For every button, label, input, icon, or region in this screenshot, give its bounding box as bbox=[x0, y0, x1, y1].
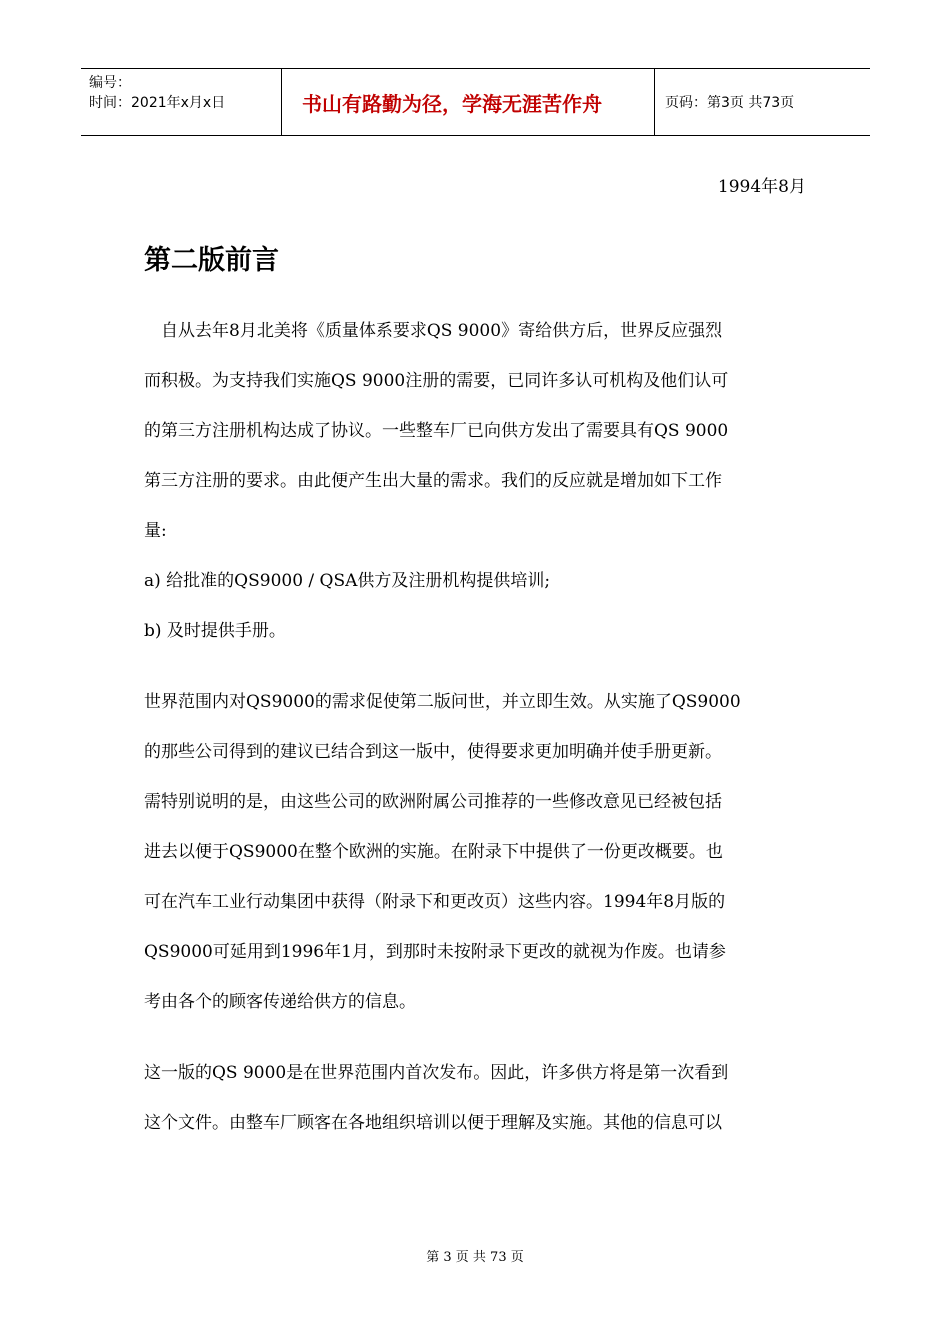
time-label: 时间：2021年x月x日 bbox=[89, 95, 226, 111]
section-title: 第二版前言 bbox=[144, 245, 279, 276]
body-line: 的第三方注册机构达成了协议。一些整车厂已向供方发出了需要具有QS 9000 bbox=[144, 421, 729, 441]
list-item: b) 及时提供手册。 bbox=[144, 621, 286, 641]
document-date: 1994年8月 bbox=[717, 177, 806, 197]
header-left-cell bbox=[81, 69, 282, 135]
header-page-cell bbox=[655, 69, 870, 135]
body-line: 考由各个的顾客传递给供方的信息。 bbox=[144, 992, 416, 1012]
body-line: 的那些公司得到的建议已结合到这一版中，使得要求更加明确并使手册更新。 bbox=[144, 742, 722, 762]
body-line: 可在汽车工业行动集团中获得（附录下和更改页）这些内容。1994年8月版的 bbox=[144, 892, 726, 912]
body-line: 需特别说明的是，由这些公司的欧洲附属公司推荐的一些修改意见已经被包括 bbox=[144, 792, 722, 812]
body-line: 量: bbox=[144, 521, 167, 541]
page-footer: 第 3 页 共 73 页 bbox=[426, 1250, 524, 1265]
list-item: a) 给批准的QS9000 / QSA供方及注册机构提供培训; bbox=[144, 571, 551, 591]
body-line: 自从去年8月北美将《质量体系要求QS 9000》寄给供方后，世界反应强烈 bbox=[144, 321, 723, 341]
body-line: 这一版的QS 9000是在世界范围内首次发布。因此，许多供方将是第一次看到 bbox=[144, 1063, 729, 1083]
body-line: QS9000可延用到1996年1月，到那时未按附录下更改的就视为作废。也请参 bbox=[144, 942, 726, 962]
motto-text: 书山有路勤为径，学海无涯苦作舟 bbox=[302, 91, 602, 116]
body-line: 世界范围内对QS9000的需求促使第二版问世，并立即生效。从实施了QS9000 bbox=[144, 692, 741, 712]
body-line: 进去以便于QS9000在整个欧洲的实施。在附录下中提供了一份更改概要。也 bbox=[144, 842, 723, 862]
body-line: 第三方注册的要求。由此便产生出大量的需求。我们的反应就是增加如下工作 bbox=[144, 471, 722, 491]
number-label: 编号： bbox=[89, 75, 131, 91]
body-line: 而积极。为支持我们实施QS 9000注册的需要，已同许多认可机构及他们认可 bbox=[144, 371, 729, 391]
header-motto-cell bbox=[282, 69, 655, 135]
page-info: 页码：第3页 共73页 bbox=[665, 95, 795, 111]
header-table bbox=[81, 68, 870, 136]
body-line: 这个文件。由整车厂顾客在各地组织培训以便于理解及实施。其他的信息可以 bbox=[144, 1113, 722, 1133]
